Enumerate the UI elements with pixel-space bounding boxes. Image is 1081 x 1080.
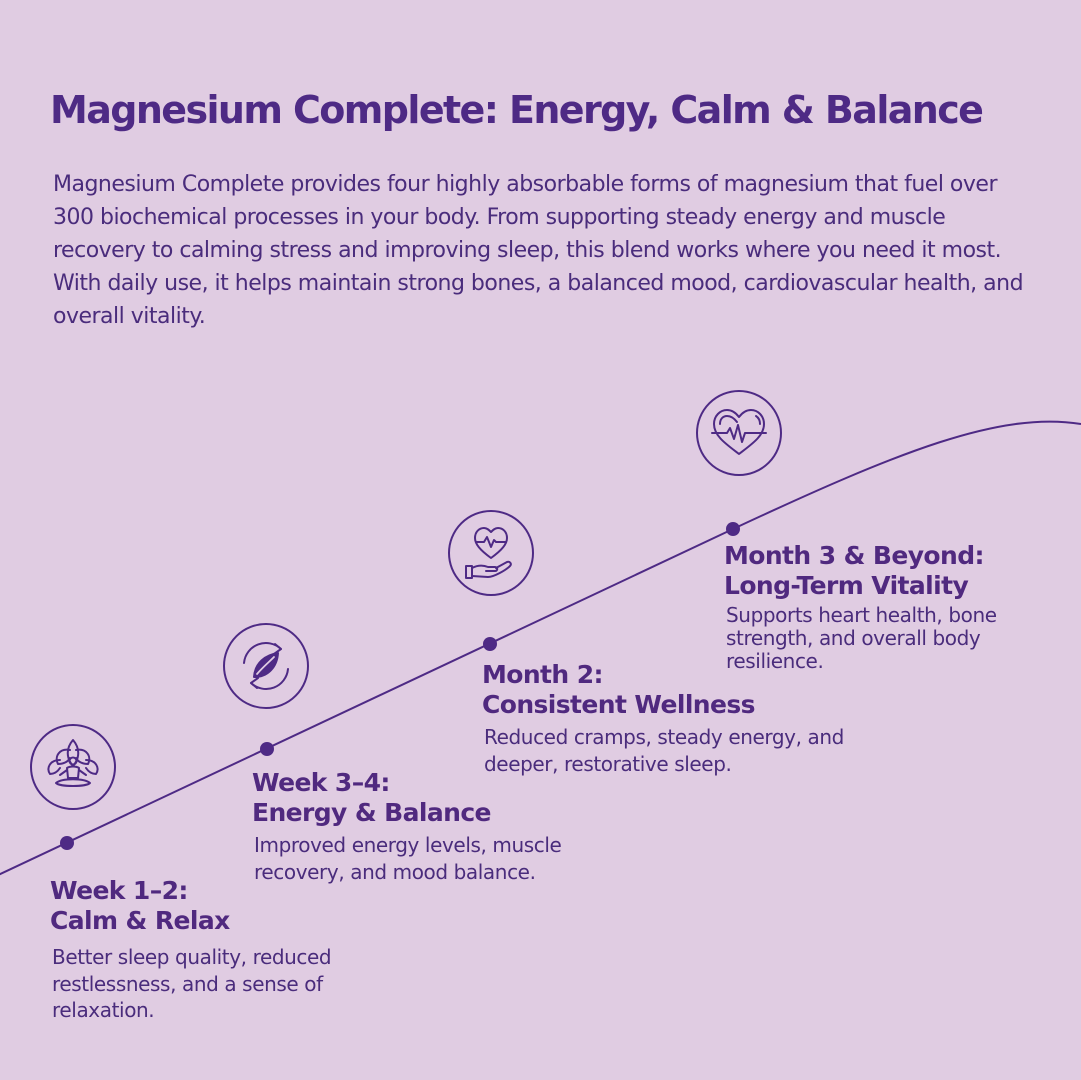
step-1-title-line2: Calm & Relax [50, 906, 230, 935]
step-3-description: Reduced cramps, steady energy, and deeper, restorative sleep. [484, 725, 844, 776]
heart-hand-icon [448, 510, 534, 596]
step-2-title [252, 768, 491, 828]
meditation-lotus-icon [30, 724, 116, 810]
step-2-title-line1: Week 3–4: [252, 768, 390, 797]
step-2-title-line2: Energy & Balance [252, 798, 491, 827]
step-1-title-line1: Week 1–2: [50, 876, 188, 905]
step-3-title [482, 660, 755, 720]
page-title: Magnesium Complete: Energy, Calm & Balance [50, 88, 983, 132]
step-1-description: Better sleep quality, reduced restlessness, and a sense of relaxation. [52, 945, 332, 1022]
leaf-cycle-icon [223, 623, 309, 709]
step-4-description: Supports heart health, bone strength, and overall body resilience. [726, 603, 997, 673]
step-3-title-line1: Month 2: [482, 660, 603, 689]
step-1-title [50, 876, 230, 936]
milestone-dot-4 [726, 522, 740, 536]
step-4-title [724, 541, 984, 601]
step-4-title-line2: Long-Term Vitality [724, 571, 969, 600]
milestone-dot-3 [483, 637, 497, 651]
heart-pulse-icon [696, 390, 782, 476]
step-4-title-line1: Month 3 & Beyond: [724, 541, 984, 570]
milestone-dot-2 [260, 742, 274, 756]
milestone-dot-1 [60, 836, 74, 850]
intro-paragraph: Magnesium Complete provides four highly absorbable forms of magnesium that fuel over 300 biochemical processes in your body. From supporting steady energy and muscle recovery to calming stress and improving sleep, this blend works where you need it most. With daily use, it helps maintain strong bones, a balanced mood, cardiovascular health, and overall vitality. [53, 172, 1024, 329]
step-2-description: Improved energy levels, muscle recovery, and mood balance. [254, 833, 562, 884]
step-3-title-line2: Consistent Wellness [482, 690, 755, 719]
